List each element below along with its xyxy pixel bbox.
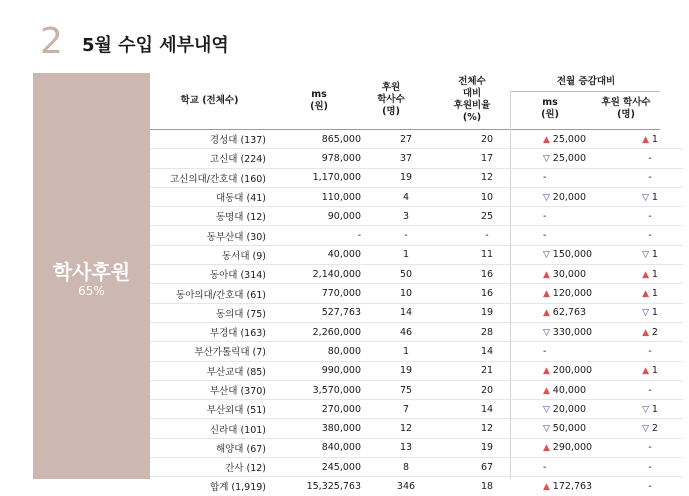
change-count-cell — [617, 342, 683, 361]
change-ms-cell — [531, 187, 617, 206]
change-ms-value: 30,000 — [552, 268, 587, 280]
change-count-cell — [617, 168, 683, 187]
school-cell: 동아의대/간호대 (61) — [150, 284, 269, 303]
change-count-value: 2 — [651, 423, 658, 435]
increase-arrow-icon: ▲ — [642, 327, 652, 338]
increase-arrow-icon: ▲ — [543, 481, 553, 492]
table-row — [150, 168, 683, 187]
change-count-cell — [617, 380, 683, 399]
decrease-arrow-icon: ▽ — [543, 250, 553, 261]
change-count-value: - — [648, 461, 652, 473]
ratio-cell: 16 — [443, 284, 531, 303]
change-count-cell — [617, 130, 683, 149]
count-cell: 10 — [369, 284, 443, 303]
table-row — [150, 438, 683, 457]
change-ms-cell — [531, 361, 617, 380]
category-sidebar — [33, 73, 150, 479]
school-cell: 부산외대 (51) — [150, 400, 269, 419]
change-ms-value: 25,000 — [552, 133, 587, 145]
change-ms-cell — [531, 303, 617, 322]
increase-arrow-icon: ▲ — [642, 289, 652, 300]
school-cell: 부산교대 (85) — [150, 361, 269, 380]
table-row — [150, 226, 683, 245]
increase-arrow-icon: ▲ — [543, 134, 553, 145]
change-count-value: - — [648, 210, 652, 222]
ms-cell: 865,000 — [269, 130, 369, 149]
change-count-cell — [617, 400, 683, 419]
count-cell: 37 — [369, 149, 443, 168]
change-count-cell — [617, 284, 683, 303]
ratio-cell: 20 — [443, 130, 531, 149]
change-count-cell — [617, 187, 683, 206]
school-cell: 간사 (12) — [150, 458, 269, 477]
table-row — [150, 342, 683, 361]
change-ms-cell — [531, 149, 617, 168]
decrease-arrow-icon: ▽ — [642, 308, 652, 319]
change-ms-value: 20,000 — [552, 191, 587, 203]
change-ms-value: 20,000 — [552, 403, 587, 415]
change-count-value: 1 — [651, 249, 658, 261]
header-school: 학교 (전체수) — [180, 95, 239, 106]
change-count-cell — [617, 361, 683, 380]
count-cell: - — [369, 226, 443, 245]
change-count-value: - — [648, 230, 652, 242]
change-count-value: 1 — [651, 307, 658, 319]
school-cell: 부산대 (370) — [150, 380, 269, 399]
ratio-cell: - — [443, 226, 531, 245]
change-ms-value: 200,000 — [552, 365, 593, 377]
table-row — [150, 303, 683, 322]
change-count-value: 1 — [651, 191, 658, 203]
count-cell: 19 — [369, 361, 443, 380]
decrease-arrow-icon: ▽ — [642, 250, 652, 261]
count-cell: 7 — [369, 400, 443, 419]
table-row — [150, 458, 683, 477]
header-compare-count: 후원 학사수 (명) — [601, 97, 651, 120]
change-ms-cell — [531, 419, 617, 438]
change-count-value: - — [648, 152, 652, 164]
change-ms-cell — [531, 226, 617, 245]
decrease-arrow-icon: ▽ — [543, 327, 553, 338]
increase-arrow-icon: ▲ — [543, 443, 553, 454]
change-count-value: - — [648, 384, 652, 396]
header-compare-group: 전월 증감대비 — [556, 76, 616, 87]
change-count-value: 1 — [651, 288, 658, 300]
ratio-cell: 14 — [443, 342, 531, 361]
change-count-cell — [617, 322, 683, 341]
change-ms-cell — [531, 438, 617, 457]
change-count-value: - — [648, 480, 652, 492]
count-cell: 13 — [369, 438, 443, 457]
change-ms-value: 62,763 — [552, 307, 587, 319]
ms-cell: 990,000 — [269, 361, 369, 380]
change-ms-value: - — [543, 172, 547, 184]
school-cell: 대동대 (41) — [150, 187, 269, 206]
change-ms-value: 50,000 — [552, 423, 587, 435]
decrease-arrow-icon: ▽ — [543, 404, 553, 415]
change-ms-cell — [531, 322, 617, 341]
count-cell: 12 — [369, 419, 443, 438]
increase-arrow-icon: ▲ — [642, 366, 652, 377]
section-number: 2 — [40, 21, 63, 62]
change-ms-value: - — [543, 210, 547, 222]
change-ms-value: 25,000 — [552, 152, 587, 164]
table-row — [150, 149, 683, 168]
ratio-cell: 18 — [443, 477, 531, 496]
ms-cell: 527,763 — [269, 303, 369, 322]
ratio-cell: 12 — [443, 168, 531, 187]
ms-cell: 2,260,000 — [269, 322, 369, 341]
category-percent: 65% — [78, 284, 105, 298]
change-ms-value: 290,000 — [552, 442, 593, 454]
count-cell: 75 — [369, 380, 443, 399]
school-cell: 동의대 (75) — [150, 303, 269, 322]
ms-cell: 245,000 — [269, 458, 369, 477]
ms-cell: 270,000 — [269, 400, 369, 419]
change-ms-value: - — [543, 461, 547, 473]
school-cell: 고신의대/간호대 (160) — [150, 168, 269, 187]
change-ms-cell — [531, 245, 617, 264]
count-cell: 346 — [369, 477, 443, 496]
ms-cell: 840,000 — [269, 438, 369, 457]
increase-arrow-icon: ▲ — [642, 269, 652, 280]
change-ms-cell — [531, 458, 617, 477]
table-total-row — [150, 477, 683, 496]
category-label: 학사후원 — [52, 260, 131, 284]
increase-arrow-icon: ▲ — [543, 385, 553, 396]
change-ms-value: - — [543, 345, 547, 357]
income-table — [150, 130, 683, 496]
ratio-cell: 17 — [443, 149, 531, 168]
change-count-cell — [617, 438, 683, 457]
school-cell: 동부산대 (30) — [150, 226, 269, 245]
ms-cell: 2,140,000 — [269, 265, 369, 284]
change-count-value: 1 — [651, 133, 658, 145]
ratio-cell: 20 — [443, 380, 531, 399]
ratio-cell: 28 — [443, 322, 531, 341]
school-cell: 부산가톨릭대 (7) — [150, 342, 269, 361]
change-ms-cell — [531, 168, 617, 187]
change-ms-cell — [531, 265, 617, 284]
table-row — [150, 187, 683, 206]
change-ms-cell — [531, 380, 617, 399]
header-ms: ms (원) — [310, 89, 328, 112]
ratio-cell: 67 — [443, 458, 531, 477]
school-cell: 경성대 (137) — [150, 130, 269, 149]
decrease-arrow-icon: ▽ — [642, 192, 652, 203]
ms-cell: 770,000 — [269, 284, 369, 303]
ratio-cell: 19 — [443, 438, 531, 457]
change-count-cell — [617, 149, 683, 168]
count-cell: 19 — [369, 168, 443, 187]
change-ms-cell — [531, 342, 617, 361]
ratio-cell: 16 — [443, 265, 531, 284]
school-cell: 동서대 (9) — [150, 245, 269, 264]
ms-cell: 978,000 — [269, 149, 369, 168]
change-count-value: - — [648, 345, 652, 357]
school-cell: 신라대 (101) — [150, 419, 269, 438]
change-count-cell — [617, 207, 683, 226]
header-ratio: 전체수 대비 후원비율 (%) — [453, 76, 491, 123]
change-ms-value: 330,000 — [552, 326, 593, 338]
school-cell: 고신대 (224) — [150, 149, 269, 168]
change-ms-cell — [531, 207, 617, 226]
ratio-cell: 10 — [443, 187, 531, 206]
ms-cell: 15,325,763 — [269, 477, 369, 496]
header-divider — [510, 91, 660, 92]
change-count-value: 1 — [651, 365, 658, 377]
school-cell: 동아대 (314) — [150, 265, 269, 284]
change-count-cell — [617, 245, 683, 264]
section-title: 5월 수입 세부내역 — [82, 35, 229, 56]
change-count-value: - — [648, 442, 652, 454]
ratio-cell: 14 — [443, 400, 531, 419]
school-cell: 합계 (1,919) — [150, 477, 269, 496]
school-cell: 동명대 (12) — [150, 207, 269, 226]
change-count-cell — [617, 226, 683, 245]
ratio-cell: 11 — [443, 245, 531, 264]
ms-cell: - — [269, 226, 369, 245]
increase-arrow-icon: ▲ — [543, 308, 553, 319]
count-cell: 27 — [369, 130, 443, 149]
ms-cell: 1,170,000 — [269, 168, 369, 187]
ratio-cell: 21 — [443, 361, 531, 380]
count-cell: 50 — [369, 265, 443, 284]
header-count: 후원 학사수 (명) — [377, 82, 405, 117]
table-row — [150, 207, 683, 226]
table-row — [150, 361, 683, 380]
table-row — [150, 400, 683, 419]
ratio-cell: 19 — [443, 303, 531, 322]
increase-arrow-icon: ▲ — [543, 269, 553, 280]
decrease-arrow-icon: ▽ — [543, 192, 553, 203]
decrease-arrow-icon: ▽ — [642, 424, 652, 435]
ratio-cell: 25 — [443, 207, 531, 226]
table-row — [150, 380, 683, 399]
change-count-cell — [617, 303, 683, 322]
count-cell: 4 — [369, 187, 443, 206]
table-row — [150, 245, 683, 264]
table-row — [150, 284, 683, 303]
increase-arrow-icon: ▲ — [642, 134, 652, 145]
table-row — [150, 130, 683, 149]
ms-cell: 80,000 — [269, 342, 369, 361]
change-count-cell — [617, 265, 683, 284]
table-row — [150, 322, 683, 341]
school-cell: 부경대 (163) — [150, 322, 269, 341]
change-ms-value: 40,000 — [552, 384, 587, 396]
table-row — [150, 265, 683, 284]
change-count-cell — [617, 477, 683, 496]
count-cell: 3 — [369, 207, 443, 226]
increase-arrow-icon: ▲ — [543, 289, 553, 300]
header-compare-ms: ms (원) — [541, 97, 559, 120]
decrease-arrow-icon: ▽ — [543, 424, 553, 435]
school-cell: 해양대 (67) — [150, 438, 269, 457]
ms-cell: 90,000 — [269, 207, 369, 226]
change-ms-cell — [531, 477, 617, 496]
change-ms-cell — [531, 284, 617, 303]
decrease-arrow-icon: ▽ — [543, 153, 553, 164]
change-count-value: - — [648, 172, 652, 184]
count-cell: 14 — [369, 303, 443, 322]
change-ms-value: - — [543, 230, 547, 242]
change-count-cell — [617, 458, 683, 477]
ms-cell: 40,000 — [269, 245, 369, 264]
ms-cell: 110,000 — [269, 187, 369, 206]
count-cell: 1 — [369, 245, 443, 264]
decrease-arrow-icon: ▽ — [642, 404, 652, 415]
change-count-value: 1 — [651, 403, 658, 415]
change-count-value: 2 — [651, 326, 658, 338]
change-ms-value: 172,763 — [552, 480, 593, 492]
table-row — [150, 419, 683, 438]
count-cell: 8 — [369, 458, 443, 477]
change-ms-cell — [531, 400, 617, 419]
change-ms-cell — [531, 130, 617, 149]
increase-arrow-icon: ▲ — [543, 366, 553, 377]
ms-cell: 3,570,000 — [269, 380, 369, 399]
count-cell: 46 — [369, 322, 443, 341]
count-cell: 1 — [369, 342, 443, 361]
change-ms-value: 150,000 — [552, 249, 593, 261]
change-ms-value: 120,000 — [552, 288, 593, 300]
ms-cell: 380,000 — [269, 419, 369, 438]
ratio-cell: 12 — [443, 419, 531, 438]
change-count-value: 1 — [651, 268, 658, 280]
change-count-cell — [617, 419, 683, 438]
